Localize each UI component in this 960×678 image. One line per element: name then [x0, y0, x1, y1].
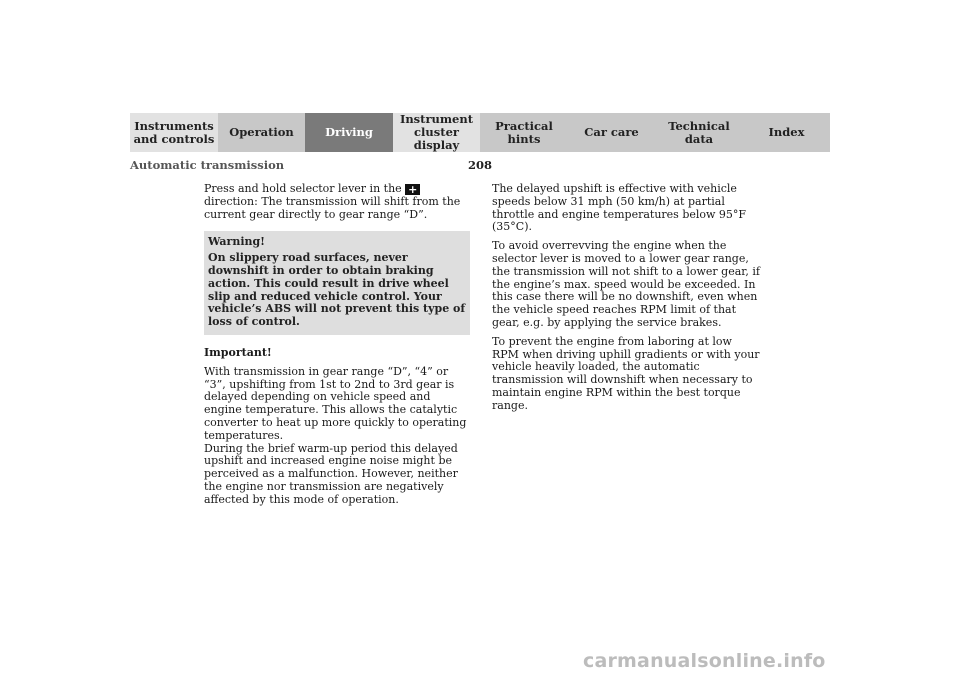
intro-text-before-icon: Press and hold selector lever in the	[204, 182, 402, 195]
tab-practical-hints[interactable]: Practical hints	[480, 113, 568, 152]
warning-title: Warning!	[208, 235, 266, 249]
chapter-tabs	[130, 113, 830, 152]
page-number: 208	[468, 158, 493, 172]
warning-text: On slippery road surfaces, never downshift in order to obtain braking action. This could result in drive wheel slip and reduced vehicle control. Your vehicle’s ABS will not prevent this type of loss of control.	[208, 251, 466, 329]
cross-direction-icon: +	[405, 184, 420, 195]
tab-driving[interactable]: Driving	[305, 113, 393, 152]
tab-car-care[interactable]: Car care	[568, 113, 655, 152]
tab-operation[interactable]: Operation	[218, 113, 305, 152]
left-column	[204, 183, 470, 507]
watermark-text: carmanualsonline.info	[583, 650, 826, 672]
tab-instrument-cluster-display[interactable]: Instrument cluster display	[393, 113, 480, 152]
tab-instruments-and-controls[interactable]: Instruments and controls	[130, 113, 218, 152]
tab-index[interactable]: Index	[743, 113, 830, 152]
tab-technical-data[interactable]: Technical data	[655, 113, 743, 152]
section-title: Automatic transmission	[130, 158, 285, 172]
important-text-1: With transmission in gear range “D”, “4” or “3”, upshifting from 1st to 2nd to 3rd gear is delayed depending on vehicle speed and engine temperature. This allows the catalytic converter to heat up more quickly to operating temperatures.	[204, 364, 467, 442]
page-header	[130, 158, 830, 172]
low-rpm-paragraph: To prevent the engine from laboring at low RPM when driving uphill gradients or with your vehicle heavily loaded, the automatic transmission will downshift when necessary to maintain engine RPM within the best torque range.	[492, 334, 760, 412]
intro-paragraph	[204, 183, 470, 221]
overrevving-paragraph: To avoid overrevving the engine when the selector lever is moved to a lower gear range, the transmission will not shift to a lower gear, if the engine’s max. speed would be exceeded. In this case there will be no downshift, even when the vehicle speed reaches RPM limit of that gear, e.g. by applying the service brakes.	[492, 239, 760, 329]
intro-text-after-icon: direction: The transmission will shift from the current gear directly to gear range “D”.	[204, 194, 461, 221]
warning-box	[204, 231, 470, 335]
important-text-2: During the brief warm-up period this delayed upshift and increased engine noise might be perceived as a malfunction. However, neither the engine nor transmission are negatively affected by this mode of operation.	[204, 441, 458, 506]
right-column	[492, 183, 760, 419]
delayed-upshift-paragraph: The delayed upshift is effective with vehicle speeds below 31 mph (50 km/h) at partial throttle and engine temperatures below 95°F (35°C).	[492, 182, 747, 234]
important-heading: Important!	[204, 345, 272, 359]
